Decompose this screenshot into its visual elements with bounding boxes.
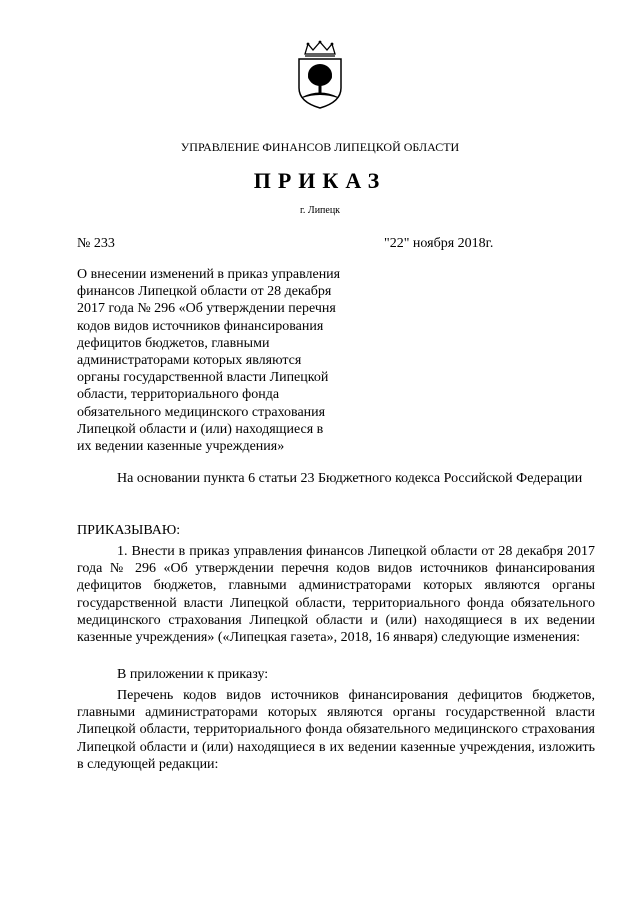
document-title: ПРИКАЗ <box>253 168 387 193</box>
subject-line: Липецкой области и (или) находящиеся в <box>77 421 324 437</box>
organization-name: УПРАВЛЕНИЕ ФИНАНСОВ ЛИПЕЦКОЙ ОБЛАСТИ <box>180 140 460 154</box>
subject-line: их ведении казенные учреждения» <box>77 439 285 455</box>
subject-line: 2017 года № 296 «Об утверждении перечня <box>77 301 336 317</box>
order-number: № 233 <box>77 236 115 251</box>
subject-line: администраторами которых являются <box>77 353 302 369</box>
order-paragraph-1: 1. Внести в приказ управления финансов Липецкой области от 28 декабря 2017 года № 296 «Об утверждении перечня кодов видов источников финансирования дефицитов бюджетов, главными администраторами которых являются органы государственной власти Липецкой области, территориального фонда обязательного медицинского страхования Липецкой области и (или) находящиеся в их ведении казенные учреждения» («Липецкая газета», 2018, 16 января) следующие изменения: <box>77 544 595 646</box>
subject-line: О внесении изменений в приказ управления <box>77 267 341 282</box>
order-paragraph-2: Перечень кодов видов источников финансирования дефицитов бюджетов, главными администраторами которых являются органы государственной власти Липецкой области, территориального фонда обязательного медицинского страхования Липецкой области и (или) находящиеся в их ведении казенные учреждения, изложить в следующей редакции: <box>77 688 595 772</box>
subject-line: органы государственной власти Липецкой <box>77 370 329 386</box>
order-date: "22" ноября 2018г. <box>384 236 494 251</box>
subject-line: дефицитов бюджетов, главными <box>77 335 270 351</box>
order-subject <box>77 266 377 455</box>
document-city: г. Липецк <box>299 205 341 216</box>
coat-of-arms-icon <box>293 40 347 110</box>
appendix-line: В приложении к приказу: <box>117 667 269 682</box>
subject-line: финансов Липецкой области от 28 декабря <box>77 284 332 300</box>
order-keyword: ПРИКАЗЫВАЮ: <box>77 523 181 538</box>
subject-line: кодов видов источников финансирования <box>77 318 324 334</box>
subject-line: области, территориального фонда <box>77 387 280 403</box>
legal-basis-paragraph: На основании пункта 6 статьи 23 Бюджетного кодекса Российской Федерации <box>117 471 583 486</box>
subject-line: обязательного медицинского страхования <box>77 404 326 420</box>
